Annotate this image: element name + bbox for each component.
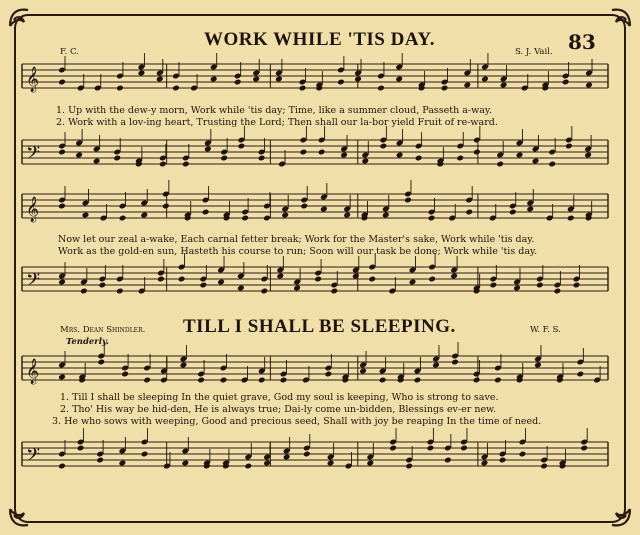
note-head (354, 76, 362, 83)
song1-bass-staff-1 (22, 138, 608, 168)
song2-treble-staff (22, 354, 608, 384)
treble-clef-icon: 𝄞 (26, 359, 40, 384)
note-head (584, 152, 592, 159)
note-head (567, 215, 575, 222)
note-head (263, 460, 271, 467)
song1-treble-staff-1 (22, 62, 608, 92)
note-head (181, 460, 189, 467)
note-head (157, 276, 165, 283)
note-head (237, 285, 245, 292)
note-head (197, 377, 205, 384)
note-head (217, 279, 225, 286)
note-head (382, 212, 390, 219)
note-head (460, 445, 468, 452)
note-head (340, 152, 348, 159)
note-head (244, 463, 252, 470)
note-head (456, 155, 464, 162)
note-head (141, 451, 149, 458)
note-head (516, 152, 524, 159)
note-head (463, 82, 471, 89)
note-head (276, 273, 284, 280)
song2-words-credit: Mrs. Dean Shindler. (60, 325, 146, 335)
song1-music-credit: S. J. Vail. (515, 47, 553, 57)
note-head (325, 371, 333, 378)
song1-lyric-line: Work as the gold-en sun, Hasteth his course to run; Soon will our task be done; Work while 'tis day. (58, 246, 538, 257)
note-head (395, 76, 403, 83)
note-head (202, 209, 210, 216)
bass-clef-icon: 𝄢 (26, 445, 41, 470)
note-head (513, 285, 521, 292)
note-head (263, 215, 271, 222)
note-head (444, 457, 452, 464)
note-head (156, 76, 164, 83)
note-head (300, 203, 308, 210)
note-head (343, 212, 351, 219)
note-head (300, 149, 308, 156)
page-number: 83 (568, 30, 596, 54)
note-head (200, 282, 208, 289)
note-head (58, 374, 66, 381)
note-head (258, 377, 266, 384)
note-head (252, 76, 260, 83)
note-head (138, 70, 146, 77)
note-head (172, 85, 180, 92)
song1-bass-staff-2 (22, 265, 608, 295)
note-head (562, 79, 570, 86)
note-head (359, 368, 367, 375)
song2-bass-staff (22, 440, 608, 470)
note-head (75, 152, 83, 159)
note-head (337, 79, 345, 86)
note-head (77, 445, 85, 452)
note-head (283, 454, 291, 461)
note-head (99, 282, 107, 289)
treble-clef-icon: 𝄞 (26, 197, 40, 222)
song1-lyric-line: Now let our zeal a-wake, Each carnal fetter break; Work for the Master's sake, Work while 'tis day. (58, 234, 535, 245)
song2-title: TILL I SHALL BE SLEEPING. (183, 316, 456, 337)
note-head (280, 377, 288, 384)
note-head (182, 161, 190, 168)
note-head (113, 155, 121, 162)
note-head (58, 79, 66, 86)
note-head (318, 149, 326, 156)
bass-clef-icon: 𝄢 (26, 270, 41, 295)
note-head (303, 451, 311, 458)
note-head (82, 212, 90, 219)
note-head (526, 206, 534, 213)
song2-lyric-line: 1. Till I shall be sleeping In the quiet grave, God my soul is keeping, Who is strong to save. (60, 392, 499, 403)
note-head (159, 161, 167, 168)
corner-ornament-top-left (6, 6, 32, 32)
note-head (534, 362, 542, 369)
note-head (450, 273, 458, 280)
note-head (490, 282, 498, 289)
note-head (180, 362, 188, 369)
note-head (377, 85, 385, 92)
note-head (481, 460, 489, 467)
note-head (536, 282, 544, 289)
note-head (299, 85, 307, 92)
note-head (58, 203, 66, 210)
song2-lyric-line: 3. He who sows with weeping, Good and precious seed, Shall with joy be reaping In the time of need. (52, 416, 542, 427)
note-head (499, 457, 507, 464)
note-head (238, 143, 246, 150)
note-head (389, 445, 397, 452)
note-head (441, 85, 449, 92)
note-head (58, 149, 66, 156)
note-head (352, 273, 360, 280)
note-head (366, 460, 374, 467)
note-head (80, 288, 88, 295)
treble-clef-icon: 𝄞 (26, 67, 40, 92)
tempo-marking: Tenderly. (66, 337, 109, 347)
note-head (162, 203, 170, 210)
note-head (532, 158, 540, 165)
note-head (540, 463, 548, 470)
note-head (210, 76, 218, 83)
note-head (585, 82, 593, 89)
note-head (496, 161, 504, 168)
note-head (140, 212, 148, 219)
note-head (314, 276, 322, 283)
note-head (97, 359, 105, 366)
note-head (58, 463, 66, 470)
note-head (465, 209, 473, 216)
note-head (204, 146, 212, 153)
note-head (320, 206, 328, 213)
note-head (427, 445, 435, 452)
note-head (500, 82, 508, 89)
note-head (368, 276, 376, 283)
note-head (281, 212, 289, 219)
note-head (473, 377, 481, 384)
note-head (380, 143, 388, 150)
note-head (116, 85, 124, 92)
note-head (577, 371, 585, 378)
note-head (481, 76, 489, 83)
note-head (409, 279, 417, 286)
note-head (548, 161, 556, 168)
note-head (119, 460, 127, 467)
note-head (121, 371, 129, 378)
note-head (293, 285, 301, 292)
corner-ornament-bottom-left (6, 503, 32, 529)
note-head (415, 155, 423, 162)
note-head (327, 460, 335, 467)
note-head (509, 209, 517, 216)
note-head (241, 215, 249, 222)
note-head (473, 149, 481, 156)
corner-ornament-top-right (608, 6, 634, 32)
note-head (428, 215, 436, 222)
song1-treble-staff-2 (22, 192, 608, 222)
note-head (580, 445, 588, 452)
note-head (573, 282, 581, 289)
note-head (178, 276, 186, 283)
note-head (428, 276, 436, 283)
note-head (396, 152, 404, 159)
note-head (519, 451, 527, 458)
song2-lyric-line: 2. Tho' His way be hid-den, He is always true; Dai-ly come un-bidden, Blessings ev-er new. (60, 404, 497, 415)
corner-ornament-bottom-right (608, 503, 634, 529)
note-head (93, 158, 101, 165)
note-head (451, 359, 459, 366)
song1-lyric-line: 1. Up with the dew-y morn, Work while 'tis day; Time, like a summer cloud, Passeth a-way. (56, 105, 493, 116)
note-head (260, 288, 268, 295)
note-head (494, 377, 502, 384)
song2-music-credit: W. F. S. (530, 325, 561, 335)
note-head (143, 377, 151, 384)
song1-title: WORK WHILE 'TIS DAY. (204, 29, 436, 50)
note-head (404, 197, 412, 204)
note-head (330, 288, 338, 295)
note-head (58, 279, 66, 286)
note-head (119, 215, 127, 222)
note-head (554, 288, 562, 295)
note-head (275, 76, 283, 83)
song1-words-credit: F. C. (60, 47, 79, 57)
note-head (405, 463, 413, 470)
note-head (234, 79, 242, 86)
note-head (220, 155, 228, 162)
note-head (258, 155, 266, 162)
note-head (116, 288, 124, 295)
note-head (96, 457, 104, 464)
song1-lyric-line: 2. Work with a lov-ing heart, Trusting the Lord; Then shall our la-bor yield Fruit of re-ward. (56, 117, 498, 128)
note-head (432, 362, 440, 369)
note-head (565, 143, 573, 150)
note-head (379, 377, 387, 384)
note-head (414, 377, 422, 384)
note-head (220, 377, 228, 384)
bass-clef-icon: 𝄢 (26, 143, 41, 168)
note-head (361, 158, 369, 165)
